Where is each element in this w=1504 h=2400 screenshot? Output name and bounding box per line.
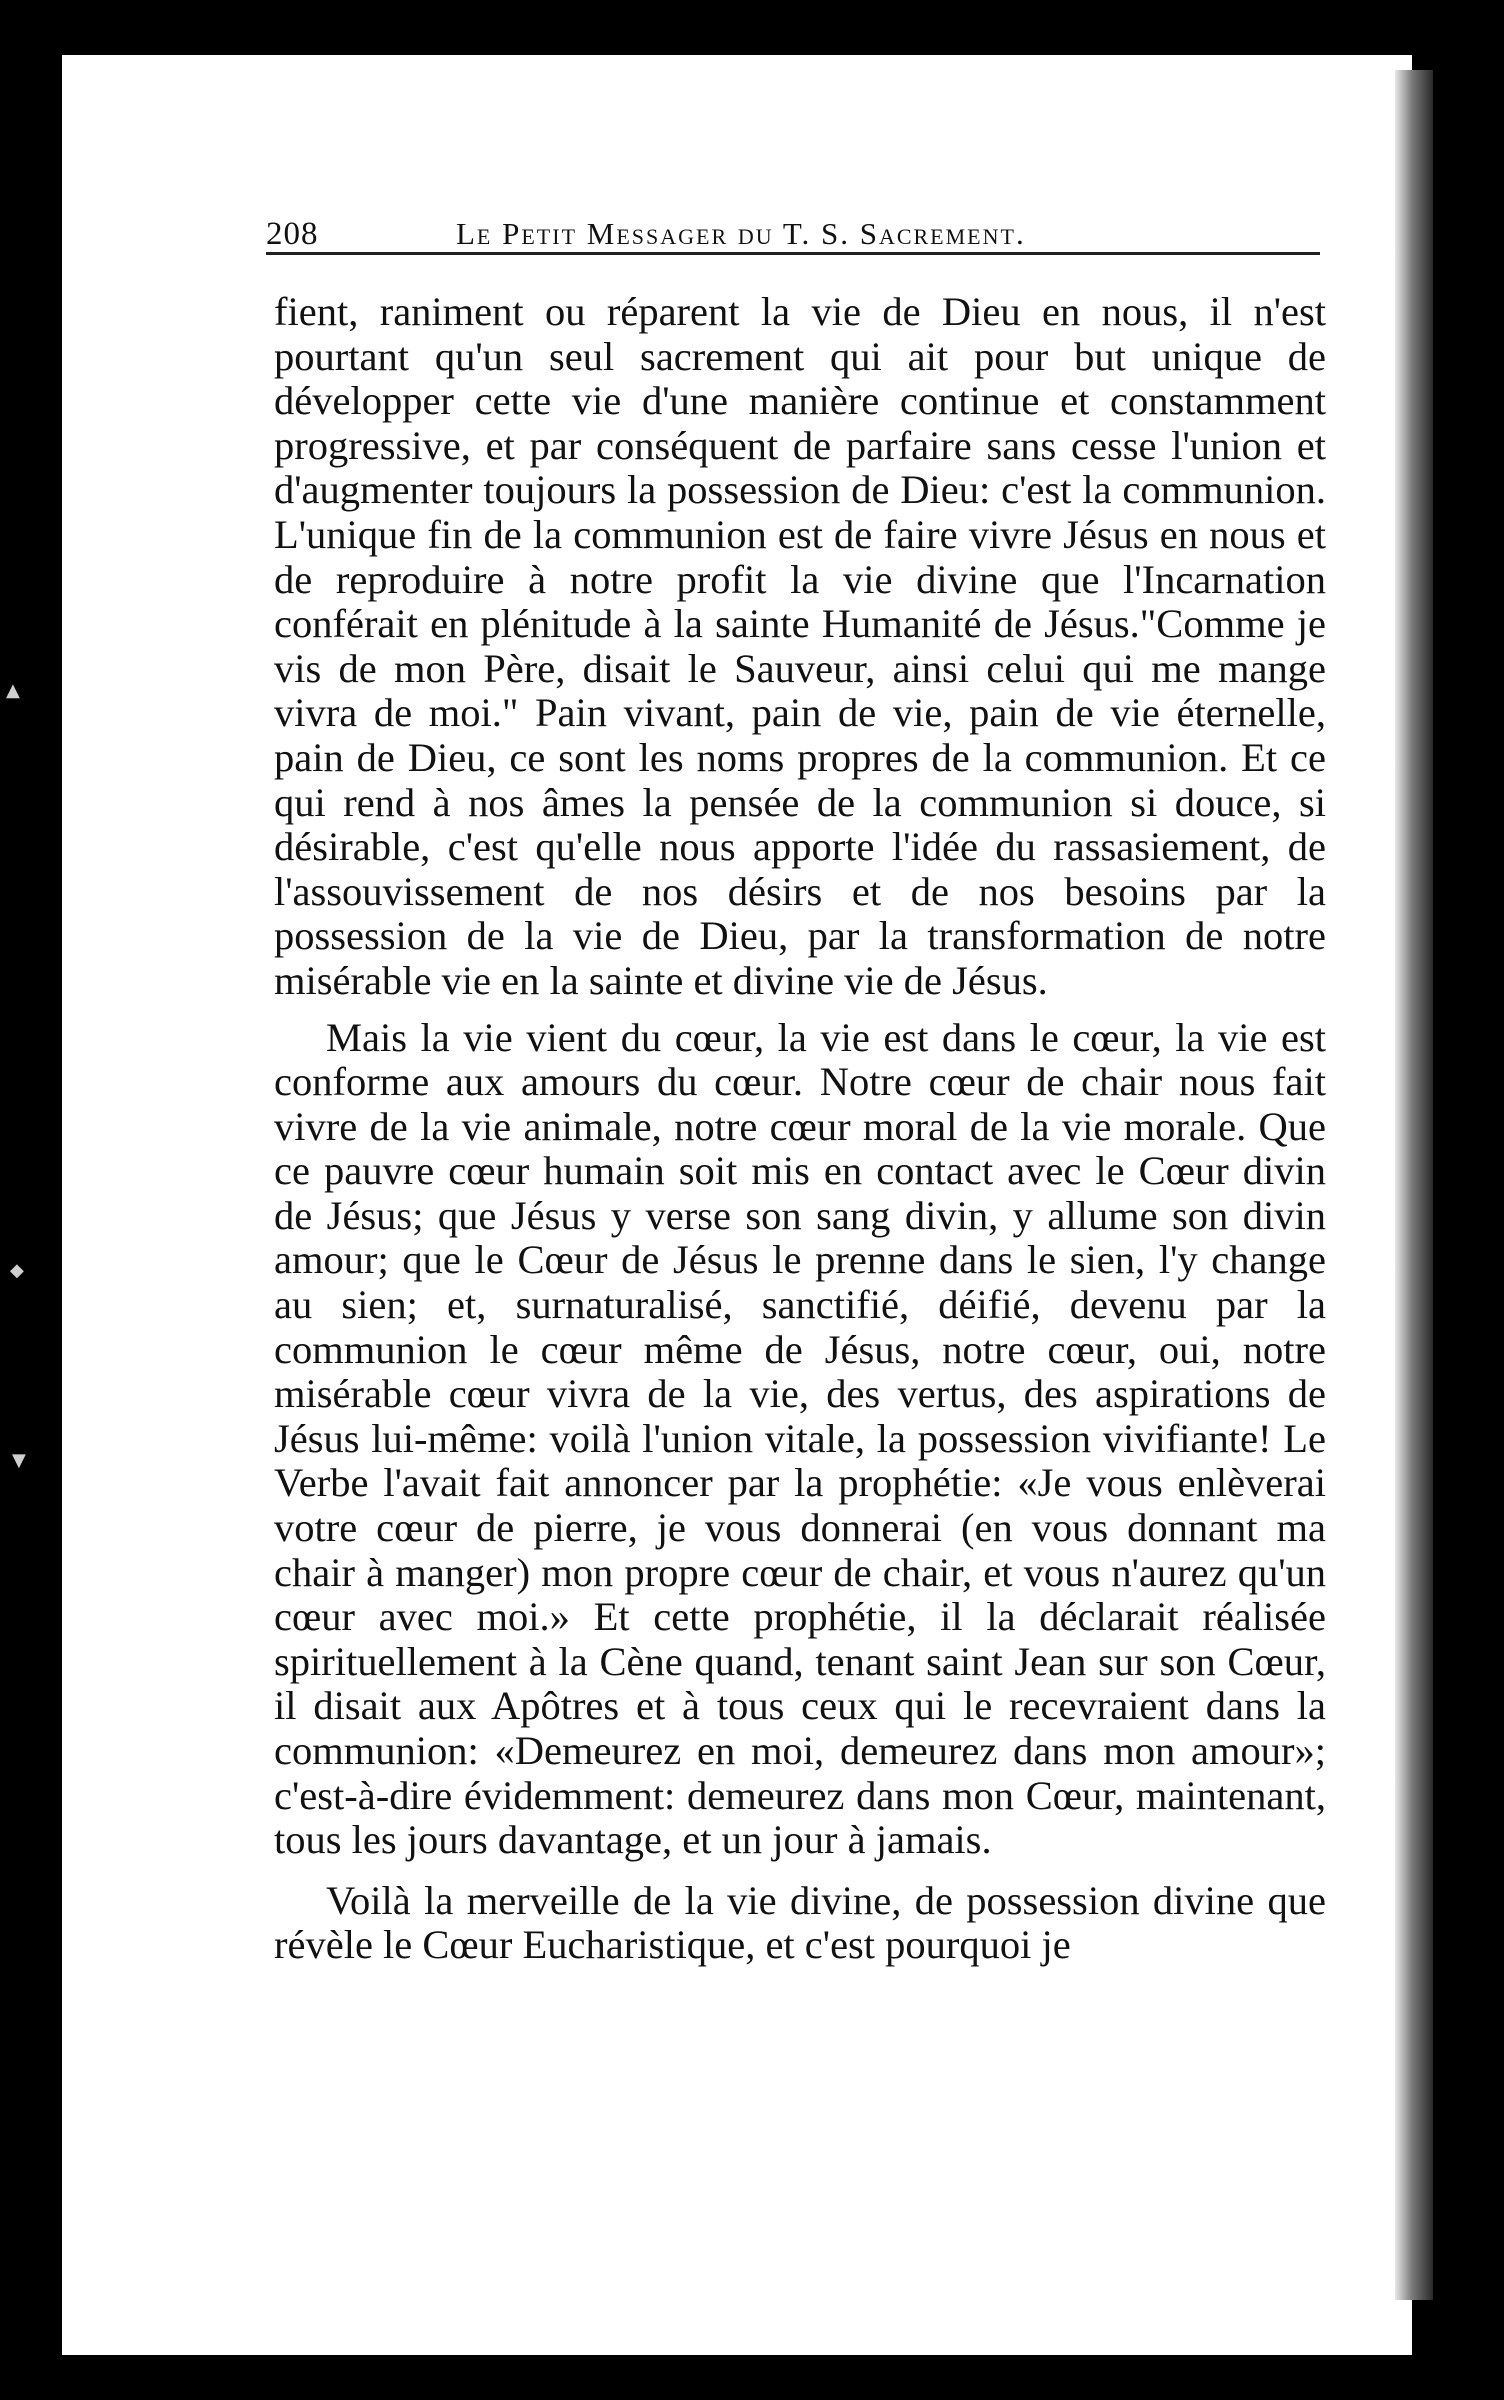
running-header (266, 210, 1320, 255)
page-binding-shadow (1395, 70, 1433, 2300)
paragraph: Voilà la merveille de la vie divine, de possession divine que révèle le Cœur Eucharistique, et c'est pourquoi je (274, 1877, 1326, 1968)
scan-speck: ▲ (6, 680, 20, 701)
paragraph: Mais la vie vient du cœur, la vie est dans le cœur, la vie est conforme aux amours du cœur. Notre cœur de chair nous fait vivre de la vie animale, notre cœur moral de la vie morale. Que ce pauvre cœur humain soit mis en contact avec le Cœur divin de Jésus; que Jésus y verse son sang divin, y allume son divin amour; que le Cœur de Jésus le prenne dans le sien, l'y change au sien; et, surnaturalisé, sanctifié, déifié, devenu par la communion le cœur même de Jésus, notre cœur, oui, notre misérable cœur vivra de la vie, des vertus, des aspirations de Jésus lui-même: voilà l'union vitale, la possession vivifiante! Le Verbe l'avait fait annoncer par la prophétie: «Je vous enlèverai votre cœur de pierre, je vous donnerai (en vous donnant ma chair à manger) mon propre cœur de chair, et vous n'aurez qu'un cœur avec moi.» Et cette prophétie, il la déclarait réalisée spirituellement à la Cène quand, tenant saint Jean sur son Cœur, il disait aux Apôtres et à tous ceux qui le recevraient dans la communion: «Demeurez en moi, demeurez dans mon amour»; c'est-à-dire évidemment: demeurez dans mon Cœur, maintenant, tous les jours davantage, et un jour à jamais. (274, 1014, 1326, 1863)
paragraph: fient, raniment ou réparent la vie de Dieu en nous, il n'est pourtant qu'un seul sacrement qui ait pour but unique de développer cette vie d'une manière continue et constamment progressive, et par conséquent de parfaire sans cesse l'union et d'augmenter toujours la possession de Dieu: c'est la communion. L'unique fin de la communion est de faire vivre Jésus en nous et de reproduire à notre profit la vie divine que l'Incarnation conférait en plénitude à la sainte Humanité de Jésus."Comme je vis de mon Père, disait le Sauveur, ainsi celui qui me mange vivra de moi." Pain vivant, pain de vie, pain de vie éternelle, pain de Dieu, ce sont les noms propres de la communion. Et ce qui rend à nos âmes la pensée de la communion si douce, si désirable, c'est qu'elle nous apporte l'idée du rassasiement, de l'assouvissement de nos désirs et de nos besoins par la possession de la vie de Dieu, par la transformation de notre misérable vie en la sainte et divine vie de Jésus. (274, 289, 1326, 1003)
scan-speck: ▼ (12, 1450, 26, 1471)
running-title: Le Petit Messager du T. S. Sacrement. (456, 216, 1026, 251)
body-text (274, 290, 1326, 1968)
page-number: 208 (266, 216, 319, 252)
scan-speck: ◆ (10, 1260, 24, 1281)
